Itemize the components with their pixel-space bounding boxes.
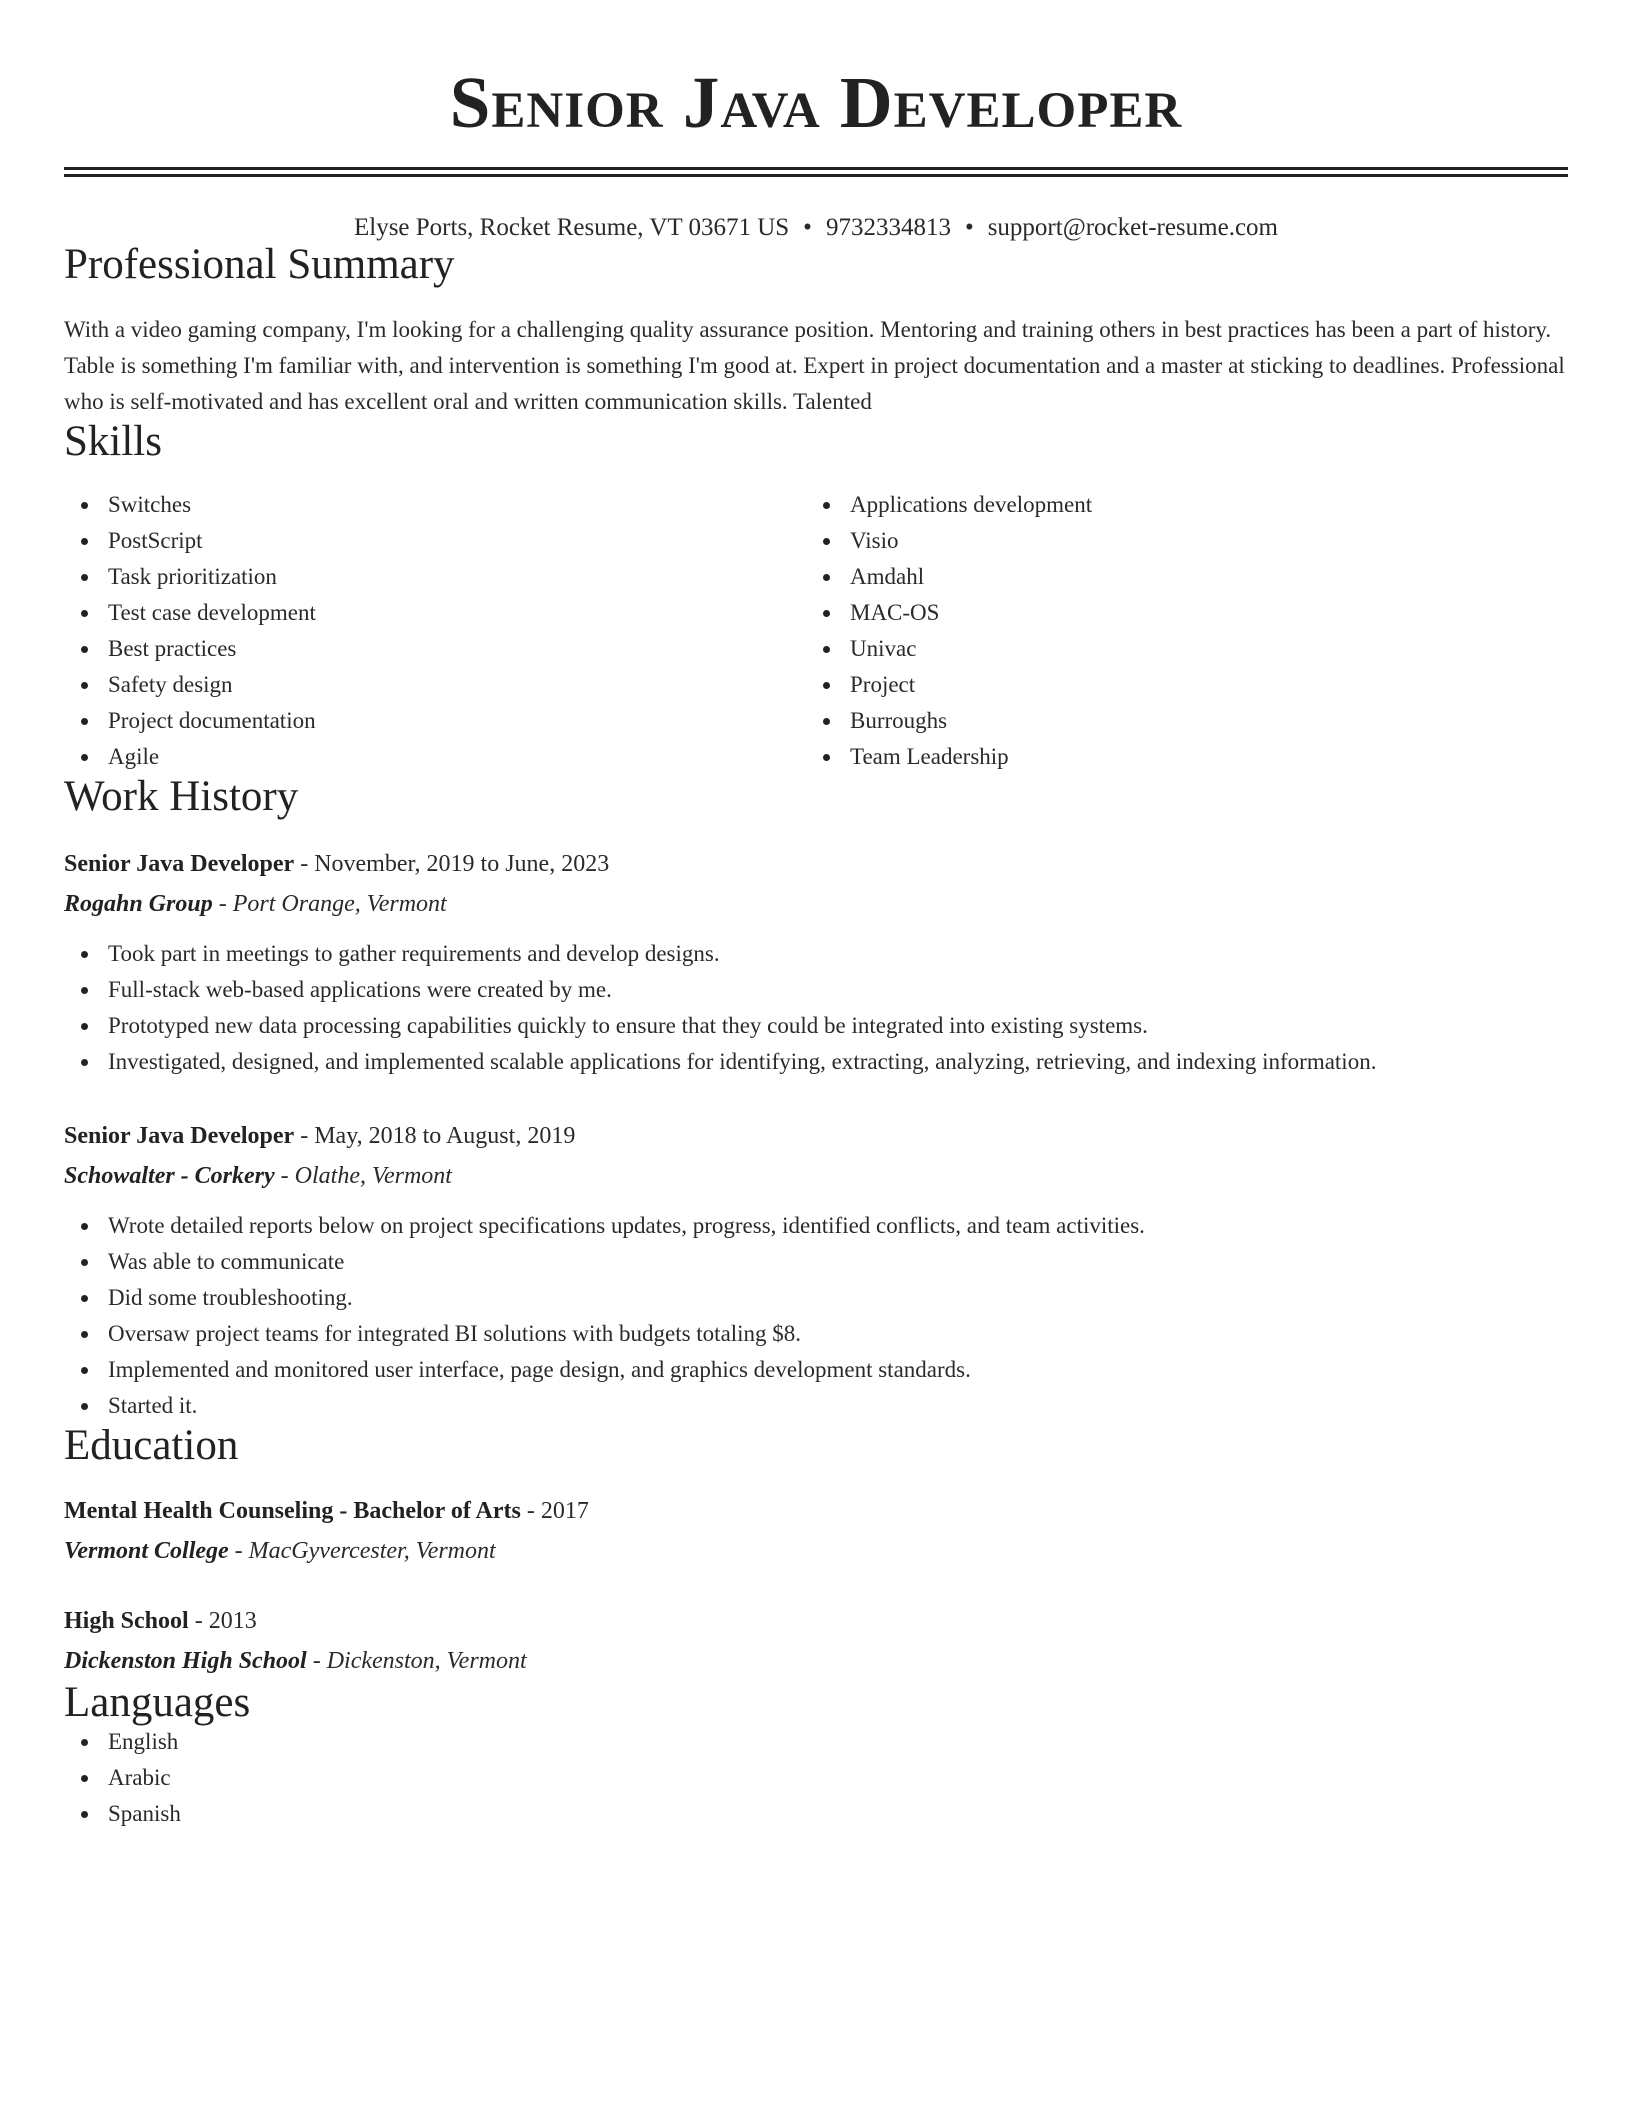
job-title: Senior Java Developer [64, 851, 295, 877]
job-duty: Did some troubleshooting. [64, 1280, 1568, 1316]
graduation-year: - 2017 [520, 1498, 589, 1524]
skill-item: Project [806, 667, 1548, 703]
school-name: Dickenston High School [64, 1648, 307, 1674]
education-school [64, 1641, 1568, 1681]
skills-heading: Skills [64, 418, 162, 465]
job-employer [64, 884, 1568, 924]
skill-item: Project documentation [64, 703, 806, 739]
summary-text: With a video gaming company, I'm looking for a challenging quality assurance position. Mentoring and training others in best practices has been a part of history. Table is something I'm familiar with, and intervention is something I'm good at. Expert in project documentation and a master at sticking to deadlines. Professional who is self-motivated and has excellent oral and written communication skills. Talented [64, 317, 1565, 414]
skill-item: Burroughs [806, 703, 1548, 739]
education-header [64, 1601, 1568, 1641]
skill-item: Visio [806, 523, 1548, 559]
job-duty: Oversaw project teams for integrated BI solutions with budgets totaling $8. [64, 1316, 1568, 1352]
school-location: - Dickenston, Vermont [306, 1648, 527, 1674]
degree-name: High School [64, 1608, 189, 1634]
language-item: Arabic [64, 1760, 1568, 1796]
school-name: Vermont College [64, 1538, 229, 1564]
education-entry [64, 1491, 1568, 1571]
skill-item: Best practices [64, 631, 806, 667]
title-divider [64, 167, 1568, 177]
job-header [64, 844, 1568, 884]
skill-item: Amdahl [806, 559, 1548, 595]
skill-item: Task prioritization [64, 559, 806, 595]
skill-item: Team Leadership [806, 739, 1548, 775]
job-duty: Started it. [64, 1388, 1568, 1424]
language-item: English [64, 1724, 1568, 1760]
skill-item: Switches [64, 487, 806, 523]
job-dates: - November, 2019 to June, 2023 [294, 851, 610, 877]
education-entry [64, 1601, 1568, 1681]
work-history-heading: Work History [64, 773, 299, 820]
summary-heading: Professional Summary [64, 241, 455, 288]
job-duty: Took part in meetings to gather requirements and develop designs. [64, 936, 1568, 972]
skills-list [64, 487, 1568, 775]
skills-column-right [806, 487, 1548, 775]
skill-item: PostScript [64, 523, 806, 559]
contact-email: support@rocket-resume.com [987, 214, 1278, 241]
company-location: - Olathe, Vermont [274, 1163, 452, 1189]
contact-address: Elyse Ports, Rocket Resume, VT 03671 US [353, 214, 790, 241]
skills-column-left [64, 487, 806, 775]
resume-title: Senior Java Developer [449, 62, 1183, 143]
job-duties [64, 936, 1568, 1080]
skill-item: MAC-OS [806, 595, 1548, 631]
skill-item: Test case development [64, 595, 806, 631]
language-item: Spanish [64, 1796, 1568, 1832]
skill-item: Agile [64, 739, 806, 775]
job-duty: Wrote detailed reports below on project specifications updates, progress, identified conflicts, and team activities. [64, 1208, 1568, 1244]
job-dates: - May, 2018 to August, 2019 [294, 1123, 576, 1149]
job-header [64, 1116, 1568, 1156]
contact-phone: 9732334813 [825, 214, 951, 241]
degree-name: Mental Health Counseling - Bachelor of Arts [64, 1498, 521, 1524]
languages-heading: Languages [64, 1679, 251, 1726]
skill-item: Univac [806, 631, 1548, 667]
job-duty: Investigated, designed, and implemented scalable applications for identifying, extracting, analyzing, retrieving, and indexing information. [64, 1044, 1568, 1080]
contact-separator: • [964, 214, 974, 241]
job-entry [64, 1116, 1568, 1424]
job-entry [64, 844, 1568, 1080]
job-duty: Full-stack web-based applications were created by me. [64, 972, 1568, 1008]
job-duty: Was able to communicate [64, 1244, 1568, 1280]
company-name: Schowalter - Corkery [64, 1163, 275, 1189]
languages-list [64, 1724, 1568, 1832]
company-name: Rogahn Group [64, 891, 213, 917]
contact-separator: • [803, 214, 812, 241]
school-location: - MacGyvercester, Vermont [228, 1538, 496, 1564]
skill-item: Safety design [64, 667, 806, 703]
skill-item: Applications development [806, 487, 1548, 523]
company-location: - Port Orange, Vermont [212, 891, 447, 917]
job-duty: Prototyped new data processing capabilities quickly to ensure that they could be integrated into existing systems. [64, 1008, 1568, 1044]
job-duties [64, 1208, 1568, 1424]
job-duty: Implemented and monitored user interface, page design, and graphics development standards. [64, 1352, 1568, 1388]
graduation-year: - 2013 [188, 1608, 257, 1634]
job-title: Senior Java Developer [64, 1123, 295, 1149]
contact-line [64, 213, 1568, 243]
education-heading: Education [64, 1422, 239, 1469]
education-school [64, 1531, 1568, 1571]
education-header [64, 1491, 1568, 1531]
job-employer [64, 1156, 1568, 1196]
